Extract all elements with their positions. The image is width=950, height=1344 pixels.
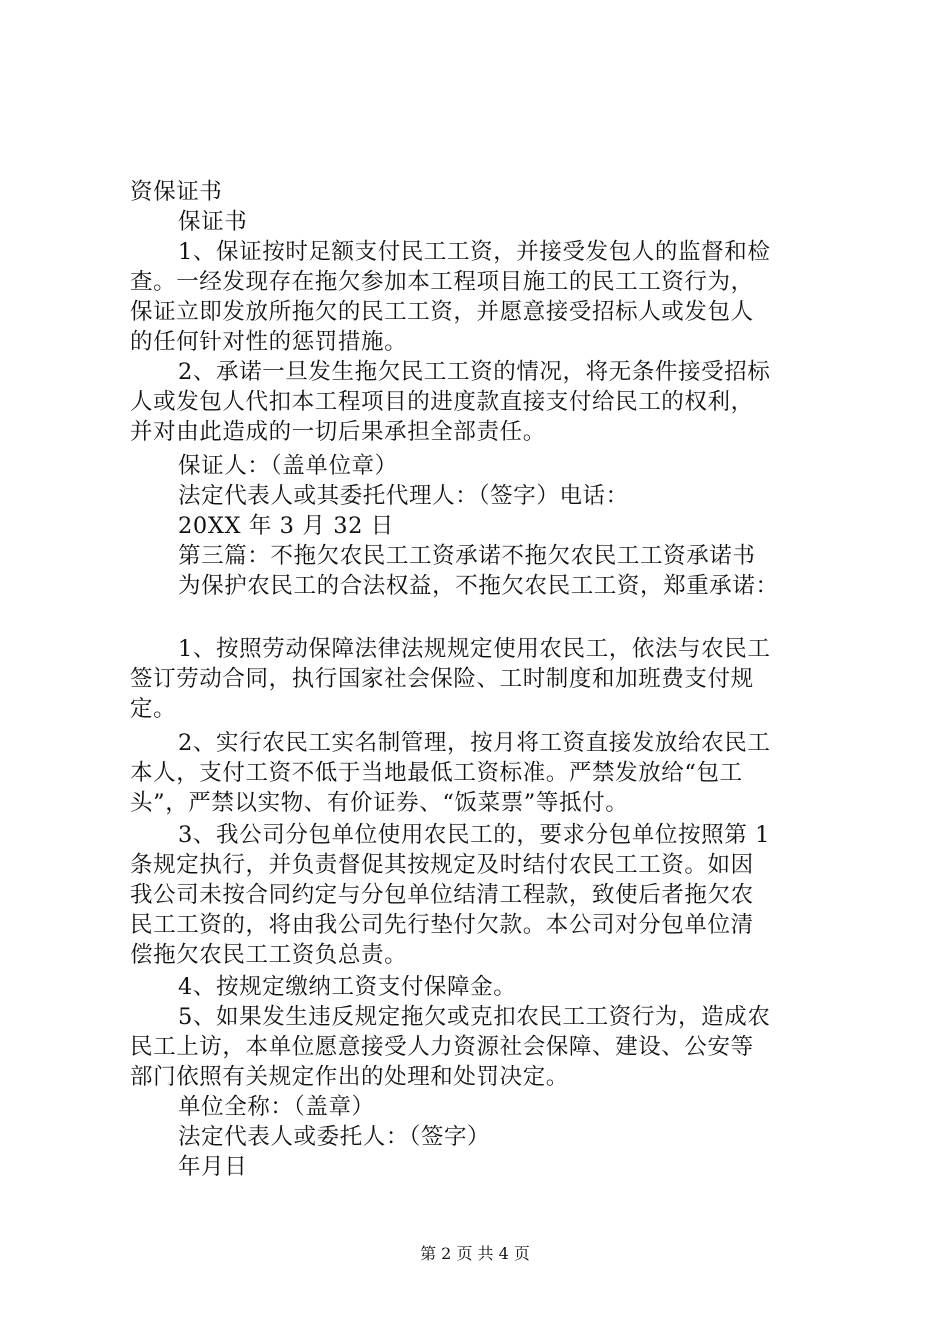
text-line: 4、按规定缴纳工资支付保障金。: [178, 974, 517, 1000]
text-line: 1、按照劳动保障法律法规规定使用农民工，依法与农民工: [178, 636, 771, 662]
text-line: 2、实行农民工实名制管理，按月将工资直接发放给农民工: [178, 730, 771, 756]
text-line: 头”，严禁以实物、有价证券、“饭菜票”等抵付。: [130, 790, 629, 816]
text-line: 单位全称：（盖章）: [178, 1094, 375, 1120]
text-line: 2、承诺一旦发生拖欠民工工资的情况，将无条件接受招标: [178, 359, 771, 385]
text-line: 查。一经发现存在拖欠参加本工程项目施工的民工工资行为，: [130, 269, 754, 295]
text-line: 我公司未按合同约定与分包单位结清工程款，致使后者拖欠农: [130, 882, 754, 908]
text-line: 民工工资的，将由我公司先行垫付欠款。本公司对分包单位清: [130, 912, 754, 938]
text-line: 定。: [130, 696, 177, 722]
page-number-footer: 第 2 页 共 4 页: [420, 1244, 530, 1263]
text-line: 资保证书: [130, 179, 223, 205]
text-line: 的任何针对性的惩罚措施。: [130, 329, 408, 355]
text-line: 3、我公司分包单位使用农民工的，要求分包单位按照第 1: [178, 822, 770, 848]
text-line: 保证立即发放所拖欠的民工工资，并愿意接受招标人或发包人: [130, 299, 754, 325]
text-line: 法定代表人或其委托代理人：（签字）电话：: [178, 483, 629, 509]
text-line: 为保护农民工的合法权益，不拖欠农民工工资，郑重承诺：: [178, 573, 779, 599]
text-line: 第三篇：不拖欠农民工工资承诺不拖欠农民工工资承诺书: [178, 543, 756, 569]
text-line: 部门依照有关规定作出的处理和处罚决定。: [130, 1064, 569, 1090]
text-line: 保证书: [178, 209, 248, 235]
text-line: 偿拖欠农民工工资负总责。: [130, 942, 408, 968]
text-line: 民工上访，本单位愿意接受人力资源社会保障、建设、公安等: [130, 1034, 754, 1060]
text-line: 1、保证按时足额支付民工工资，并接受发包人的监督和检: [178, 239, 771, 265]
text-line: 并对由此造成的一切后果承担全部责任。: [130, 419, 546, 445]
text-line: 5、如果发生违反规定拖欠或克扣农民工工资行为，造成农: [178, 1004, 771, 1030]
text-line: 签订劳动合同，执行国家社会保险、工时制度和加班费支付规: [130, 666, 754, 692]
text-line: 条规定执行，并负责督促其按规定及时结付农民工工资。如因: [130, 852, 754, 878]
text-line: 人或发包人代扣本工程项目的进度款直接支付给民工的权利，: [130, 389, 754, 415]
text-line: 20XX 年 3 月 32 日: [178, 513, 394, 539]
text-line: 保证人：（盖单位章）: [178, 453, 398, 479]
text-line: 本人，支付工资不低于当地最低工资标准。严禁发放给“包工: [130, 760, 743, 786]
text-line: 法定代表人或委托人：（签字）: [178, 1124, 491, 1150]
text-line: 年月日: [178, 1154, 248, 1180]
